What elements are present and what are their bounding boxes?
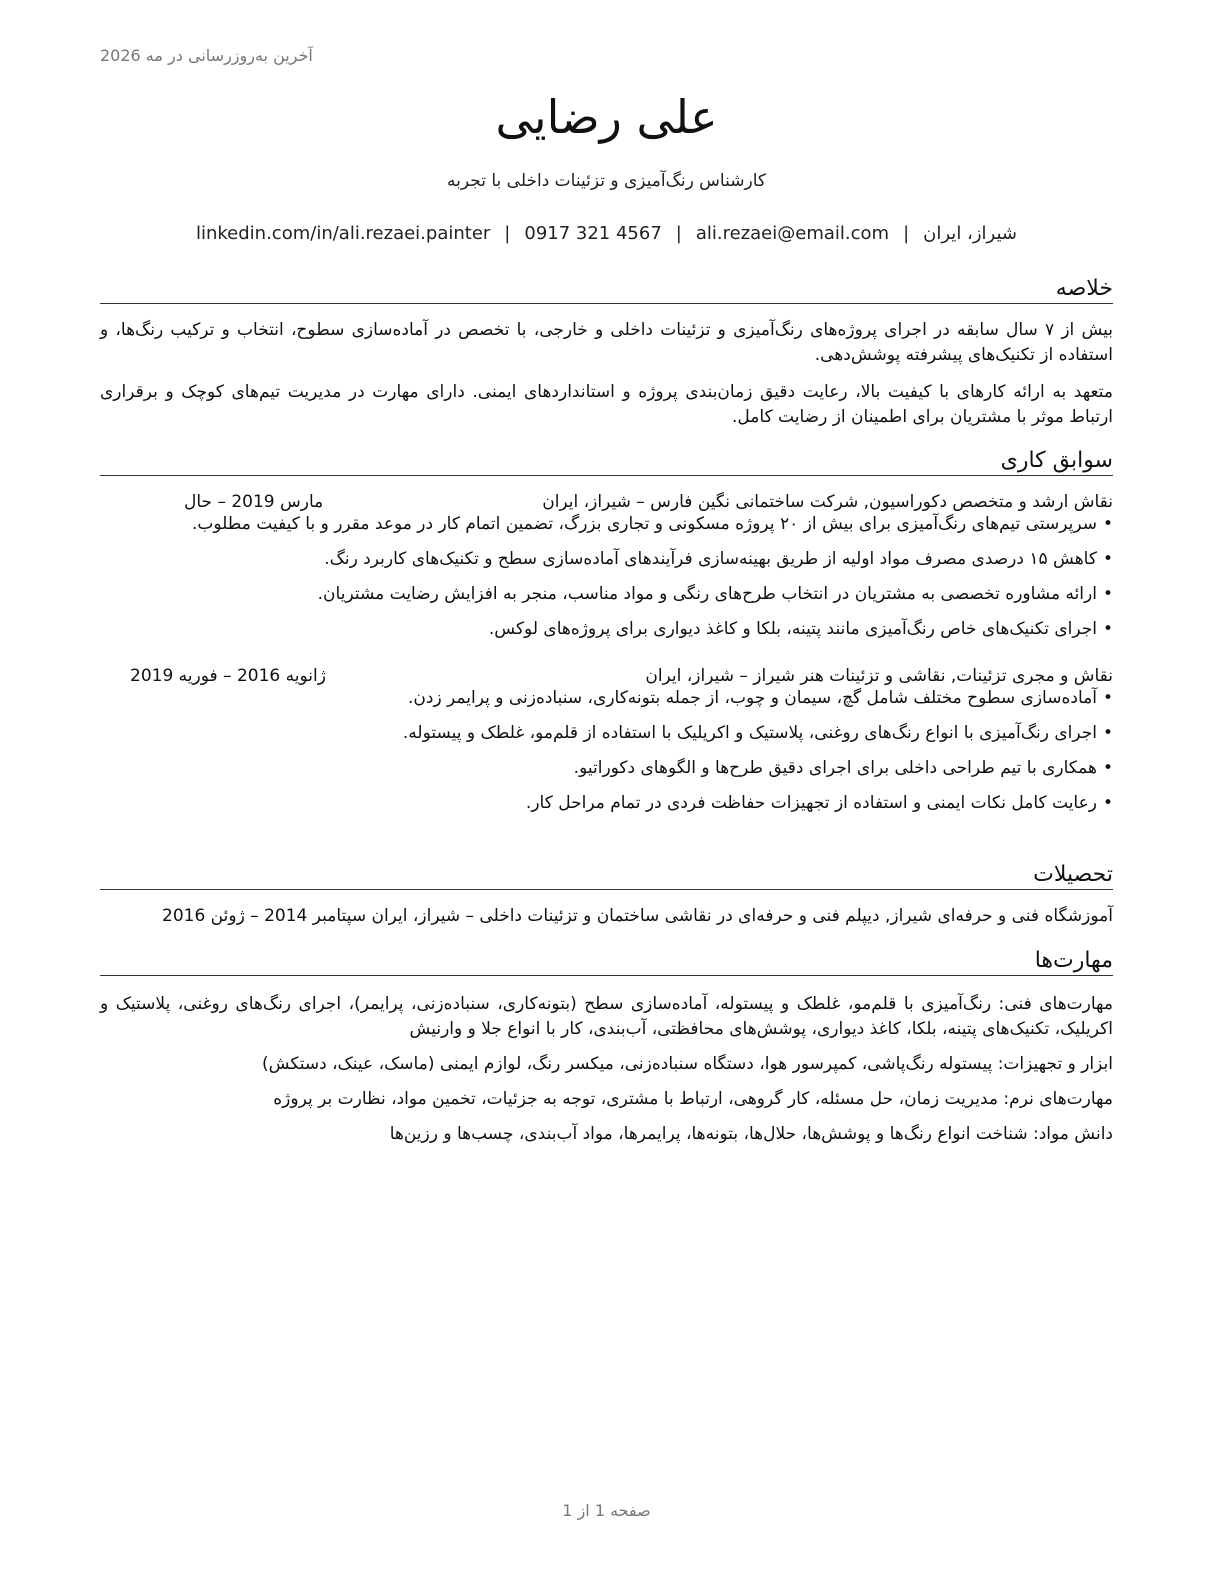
list-item: •کاهش ۱۵ درصدی مصرف مواد اولیه از طریق بهینه‌سازی فرآیندهای آماده‌سازی سطح و تکنیک‌های کاربرد رنگ. xyxy=(324,549,1113,569)
section-title-skills: مهارت‌ها xyxy=(100,948,1113,976)
skill-line: دانش مواد: شناخت انواع رنگ‌ها و پوشش‌ها، حلال‌ها، بتونه‌ها، پرایمرها، مواد آب‌بندی، چسب‌ها و رزین‌ها xyxy=(389,1124,1113,1144)
contact-line xyxy=(100,223,1113,244)
skills-section xyxy=(100,948,1113,1147)
job-entry xyxy=(100,490,1113,652)
job-header xyxy=(100,490,1113,515)
skill-line: مهارت‌های نرم: مدیریت زمان، حل مسئله، کار گروهی، ارتباط با مشتری، توجه به جزئیات، تخمین مواد، نظارت بر پروژه xyxy=(273,1089,1113,1109)
skill-line: ابزار و تجهیزات: پیستوله رنگ‌پاشی، کمپرسور هوا، دستگاه سنباده‌زنی، میکسر رنگ، لوازم ایمنی (ماسک، عینک، دستکش) xyxy=(262,1054,1113,1074)
education-section xyxy=(100,862,1113,929)
contact-separator: | xyxy=(903,223,910,244)
section-title-experience: سوابق کاری xyxy=(100,448,1113,476)
contact-separator: | xyxy=(504,223,511,244)
list-item: •آماده‌سازی سطوح مختلف شامل گچ، سیمان و چوب، از جمله بتونه‌کاری، سنباده‌زنی و پرایمر زدن. xyxy=(407,688,1113,708)
contact-linkedin[interactable]: linkedin.com/in/ali.rezaei.painter xyxy=(195,223,491,244)
education-entry: آموزشگاه فنی و حرفه‌ای شیراز, دیپلم فنی و حرفه‌ای در نقاشی ساختمان و تزئینات داخلی – شیراز، ایران سپتامبر 2014 – ژوئن 2016 xyxy=(162,906,1113,926)
list-item: •رعایت کامل نکات ایمنی و استفاده از تجهیزات حفاظت فردی در تمام مراحل کار. xyxy=(525,793,1113,813)
job-subtitle: کارشناس رنگ‌آمیزی و تزئینات داخلی با تجربه xyxy=(447,171,766,191)
job-header xyxy=(100,664,1113,689)
contact-separator: | xyxy=(675,223,682,244)
job-bullets xyxy=(100,512,1113,652)
summary-paragraph: متعهد به ارائه کارهای با کیفیت بالا، رعایت دقیق زمان‌بندی پروژه و استانداردهای ایمنی. دارای مهارت در مدیریت تیم‌های کوچک و برقراری ارتباط موثر با مشتریان برای اطمینان از رضایت کامل. xyxy=(100,382,1113,427)
resume-page xyxy=(100,0,1113,1584)
skill-line: مهارت‌های فنی: رنگ‌آمیزی با قلم‌مو، غلطک و پیستوله، آماده‌سازی سطح (بتونه‌کاری، سنباده‌زنی، پرایمر)، اجرای رنگ‌های روغنی، پلاستیک و اکریلیک، تکنیک‌های پتینه، بلکا، کاغذ دیواری، پوشش‌های محافظتی، آب‌بندی، کار با انواع جلا و وارنیش xyxy=(100,994,1113,1039)
section-title-education: تحصیلات xyxy=(100,862,1113,890)
last-updated: آخرین به‌روزرسانی در مه 2026 xyxy=(100,46,313,65)
section-title-summary: خلاصه xyxy=(100,276,1113,304)
list-item: •همکاری با تیم طراحی داخلی برای اجرای دقیق طرح‌ها و الگوهای دکوراتیو. xyxy=(573,758,1113,778)
person-name: علی رضایی xyxy=(495,90,718,144)
contact-location: شیراز، ایران xyxy=(923,223,1017,244)
summary-section xyxy=(100,276,1113,430)
list-item: •اجرای تکنیک‌های خاص رنگ‌آمیزی مانند پتینه، بلکا و کاغذ دیواری برای پروژه‌های لوکس. xyxy=(488,619,1113,639)
job-bullets xyxy=(100,686,1113,826)
experience-section xyxy=(100,448,1113,826)
job-role: نقاش و مجری تزئینات, نقاشی و تزئینات هنر شیراز – شیراز، ایران xyxy=(645,666,1113,686)
list-item: •سرپرستی تیم‌های رنگ‌آمیزی برای بیش از ۲۰ پروژه مسکونی و تجاری بزرگ، تضمین اتمام کار در موعد مقرر و با کیفیت مطلوب. xyxy=(191,514,1113,534)
job-role: نقاش ارشد و متخصص دکوراسیون, شرکت ساختمانی نگین فارس – شیراز، ایران xyxy=(542,492,1113,512)
summary-paragraph: بیش از ۷ سال سابقه در اجرای پروژه‌های رنگ‌آمیزی و تزئینات داخلی و خارجی، با تخصص در آماده‌سازی سطوح، انتخاب و ترکیب رنگ‌ها، و استفاده از تکنیک‌های پیشرفته پوشش‌دهی. xyxy=(100,320,1113,365)
job-dates: ژانویه 2016 – فوریه 2019 xyxy=(130,666,326,686)
contact-phone[interactable]: 0917 321 4567 xyxy=(524,223,662,244)
page-number: صفحه 1 از 1 xyxy=(562,1501,651,1520)
list-item: •ارائه مشاوره تخصصی به مشتریان در انتخاب طرح‌های رنگی و مواد مناسب، منجر به افزایش رضایت مشتریان. xyxy=(317,584,1113,604)
contact-email[interactable]: ali.rezaei@email.com xyxy=(695,223,890,244)
job-dates: مارس 2019 – حال xyxy=(184,492,324,512)
job-entry xyxy=(100,664,1113,826)
list-item: •اجرای رنگ‌آمیزی با انواع رنگ‌های روغنی، پلاستیک و اکریلیک با استفاده از قلم‌مو، غلطک و پیستوله. xyxy=(402,723,1113,743)
